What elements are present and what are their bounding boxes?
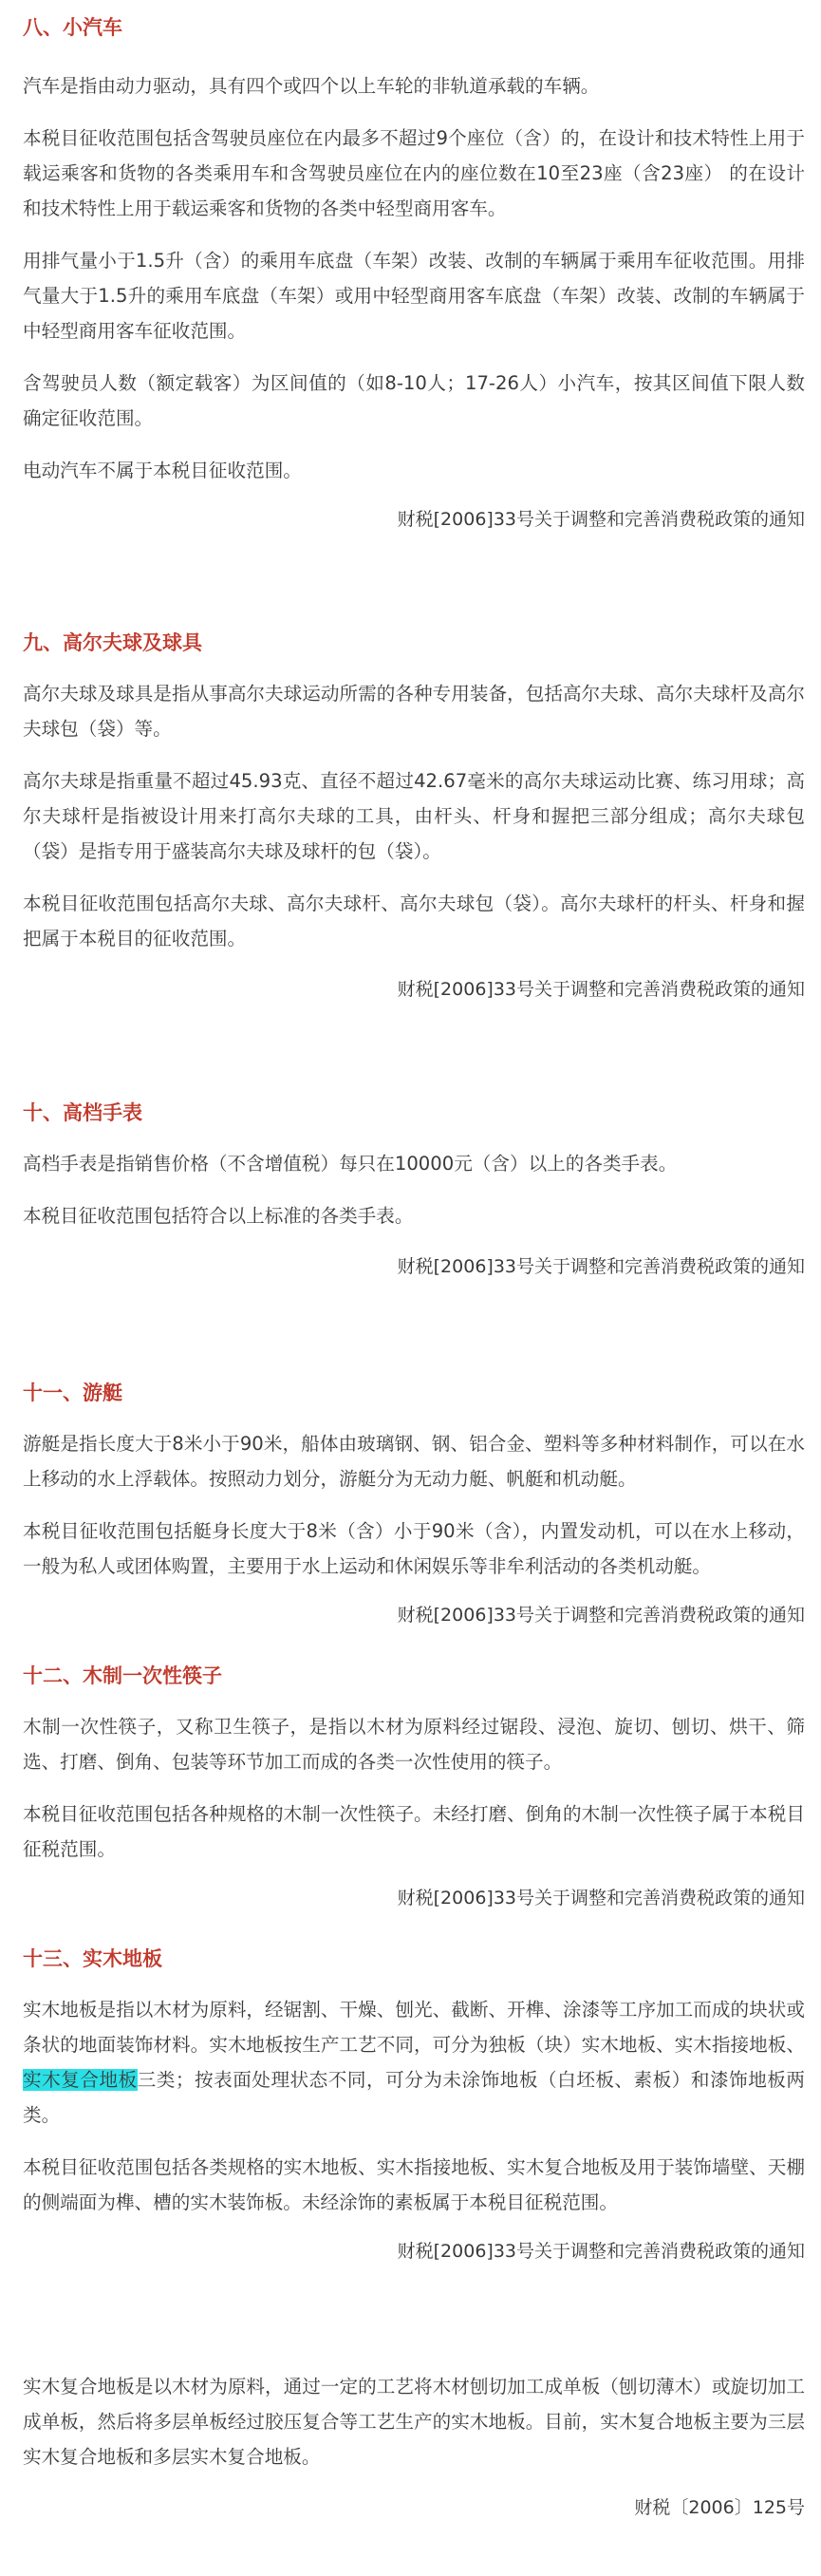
paragraph: 本税目征收范围包括符合以上标准的各类手表。 bbox=[23, 1205, 414, 1227]
section-heading: 十三、实木地板 bbox=[23, 1947, 162, 1970]
source-citation: 财税[2006]33号关于调整和完善消费税政策的通知 bbox=[397, 979, 805, 1000]
highlighted-term: 实木复合地板 bbox=[23, 2069, 138, 2091]
section-watches bbox=[23, 1099, 805, 1281]
paragraph: 含驾驶员人数（额定载客）为区间值的（如8-10人；17-26人）小汽车，按其区间值下限人数确定征收范围。 bbox=[23, 372, 805, 429]
source-citation: 财税[2006]33号关于调整和完善消费税政策的通知 bbox=[397, 1605, 805, 1626]
source-citation: 财税〔2006〕125号 bbox=[634, 2497, 805, 2518]
section-heading: 九、高尔夫球及球具 bbox=[23, 631, 202, 654]
paragraph-text: 实木地板是指以木材为原料，经锯割、干燥、刨光、截断、开榫、涂漆等工序加工而成的块状或条状的地面装饰材料。实木地板按生产工艺不同，可分为独板（块）实木地板、实木指接地板、 bbox=[23, 1999, 805, 2056]
source-citation: 财税[2006]33号关于调整和完善消费税政策的通知 bbox=[397, 2241, 805, 2262]
paragraph: 汽车是指由动力驱动，具有四个或四个以上车轮的非轨道承载的车辆。 bbox=[23, 75, 600, 97]
section-chopsticks bbox=[23, 1662, 805, 1912]
section-heading: 十一、游艇 bbox=[23, 1382, 122, 1404]
source-citation: 财税[2006]33号关于调整和完善消费税政策的通知 bbox=[397, 509, 805, 530]
paragraph: 高档手表是指销售价格（不含增值税）每只在10000元（含）以上的各类手表。 bbox=[23, 1153, 678, 1175]
paragraph: 高尔夫球及球具是指从事高尔夫球运动所需的各种专用装备，包括高尔夫球、高尔夫球杆及高尔夫球包（袋）等。 bbox=[23, 683, 805, 740]
paragraph: 本税目征收范围包括各种规格的木制一次性筷子。未经打磨、倒角的木制一次性筷子属于本税目征税范围。 bbox=[23, 1803, 805, 1860]
paragraph bbox=[23, 1992, 805, 2133]
paragraph: 实木复合地板是以木材为原料，通过一定的工艺将木材刨切加工成单板（刨切薄木）或旋切加工成单板，然后将多层单板经过胶压复合等工艺生产的实木地板。目前，实木复合地板主要为三层实木复合地板和多层实木复合地板。 bbox=[23, 2376, 805, 2468]
section-yachts bbox=[23, 1379, 805, 1629]
source-citation: 财税[2006]33号关于调整和完善消费税政策的通知 bbox=[397, 1256, 805, 1277]
paragraph: 本税目征收范围包括高尔夫球、高尔夫球杆、高尔夫球包（袋）。高尔夫球杆的杆头、杆身和握把属于本税目的征收范围。 bbox=[23, 893, 805, 950]
paragraph: 游艇是指长度大于8米小于90米，船体由玻璃钢、钢、铝合金、塑料等多种材料制作，可以在水上移动的水上浮载体。按照动力划分，游艇分为无动力艇、帆艇和机动艇。 bbox=[23, 1433, 805, 1490]
section-heading: 八、小汽车 bbox=[23, 16, 122, 39]
paragraph: 用排气量小于1.5升（含）的乘用车底盘（车架）改装、改制的车辆属于乘用车征收范围。用排气量大于1.5升的乘用车底盘（车架）或用中轻型商用客车底盘（车架）改装、改制的车辆属于中轻型商用客车征收范围。 bbox=[23, 250, 805, 342]
section-heading: 十、高档手表 bbox=[23, 1101, 142, 1124]
paragraph: 本税目征收范围包括含驾驶员座位在内最多不超过9个座位（含）的，在设计和技术特性上用于载运乘客和货物的各类乘用车和含驾驶员座位在内的座位数在10至23座（含23座） 的在设计和技术特性上用于载运乘客和货物的各类中轻型商用客车。 bbox=[23, 127, 805, 219]
section-heading: 十二、木制一次性筷子 bbox=[23, 1664, 222, 1687]
paragraph: 高尔夫球是指重量不超过45.93克、直径不超过42.67毫米的高尔夫球运动比赛、练习用球；高尔夫球杆是指被设计用来打高尔夫球的工具，由杆头、杆身和握把三部分组成；高尔夫球包（袋）是指专用于盛装高尔夫球及球杆的包（袋）。 bbox=[23, 770, 805, 862]
source-citation: 财税[2006]33号关于调整和完善消费税政策的通知 bbox=[397, 1888, 805, 1908]
section-cars bbox=[23, 13, 805, 534]
paragraph: 本税目征收范围包括各类规格的实木地板、实木指接地板、实木复合地板及用于装饰墙壁、天棚的侧端面为榫、槽的实木装饰板。未经涂饰的素板属于本税目征税范围。 bbox=[23, 2156, 805, 2213]
section-composite-flooring bbox=[23, 2369, 805, 2522]
section-wood-flooring bbox=[23, 1945, 805, 2266]
paragraph: 木制一次性筷子，又称卫生筷子，是指以木材为原料经过锯段、浸泡、旋切、刨切、烘干、筛选、打磨、倒角、包装等环节加工而成的各类一次性使用的筷子。 bbox=[23, 1716, 805, 1773]
paragraph-text: 三类；按表面处理状态不同，可分为未涂饰地板（白坯板、素板）和漆饰地板两类。 bbox=[23, 2069, 806, 2126]
paragraph: 电动汽车不属于本税目征收范围。 bbox=[23, 460, 302, 481]
paragraph: 本税目征收范围包括艇身长度大于8米（含）小于90米（含），内置发动机，可以在水上移动，一般为私人或团体购置，主要用于水上运动和休闲娱乐等非牟利活动的各类机动艇。 bbox=[23, 1520, 805, 1577]
section-golf bbox=[23, 629, 805, 1004]
